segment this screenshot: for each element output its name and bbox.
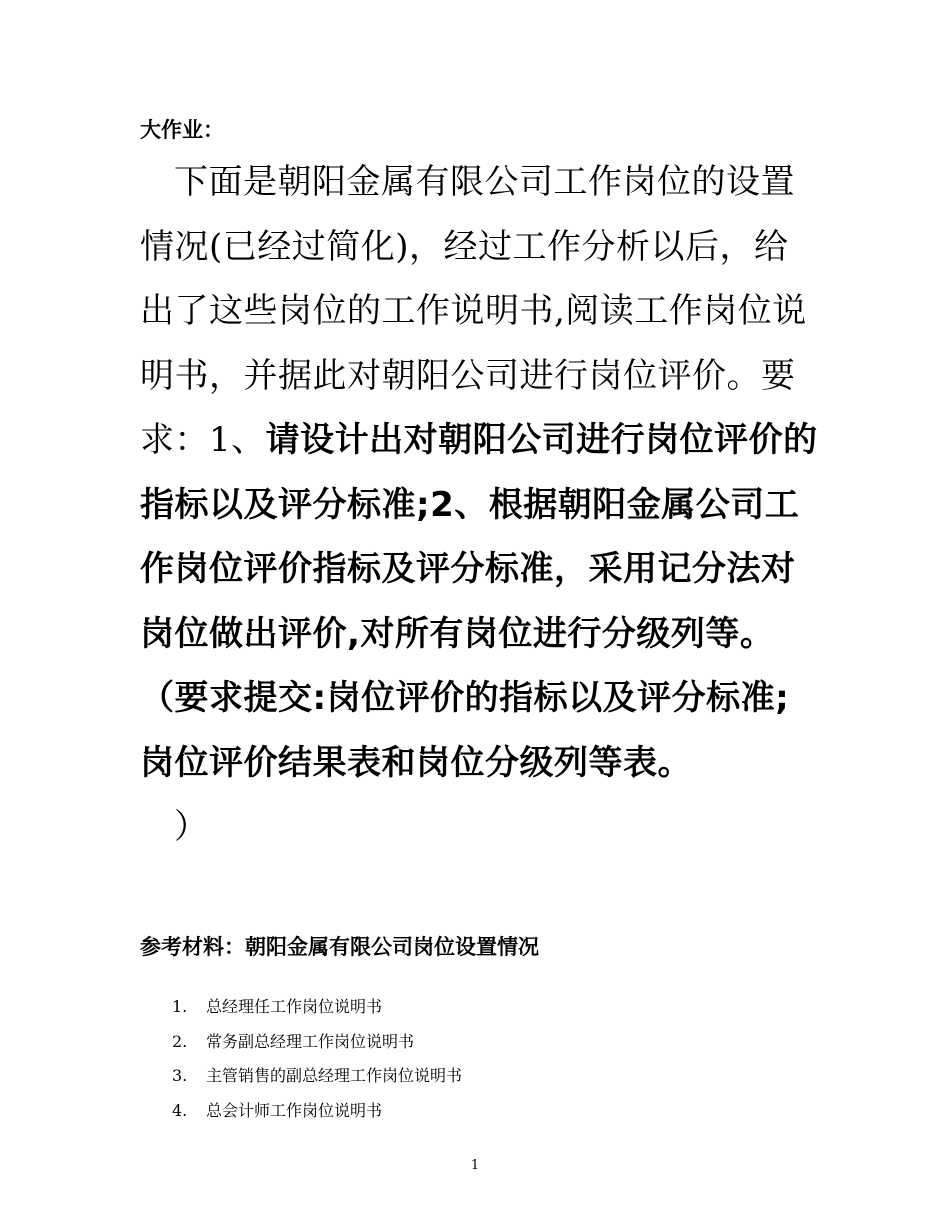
reference-item [172, 990, 462, 1025]
assignment-heading: 大作业： [140, 118, 224, 142]
reference-item [172, 1059, 462, 1094]
assignment-paragraph [140, 150, 820, 860]
paragraph-closing: ） [174, 807, 209, 847]
reference-item-text: 主管销售的副总经理工作岗位说明书 [206, 1066, 463, 1085]
reference-item [172, 1025, 462, 1060]
reference-item [172, 1094, 462, 1129]
reference-item-number: 1. [172, 997, 188, 1016]
reference-item-number: 3. [172, 1066, 188, 1085]
paragraph-lead: 下面是朝阳金属有限公司工作岗位的设置情况(已经过简化)，经过工作分析以后，给出了这些岗位的工作说明书,阅读工作岗位说明书，并据此对朝阳公司进行岗位评价。要求：1、 [140, 162, 807, 460]
reference-item-text: 总经理任工作岗位说明书 [206, 997, 383, 1016]
reference-item-number: 2. [172, 1031, 188, 1051]
reference-item-number: 4. [172, 1100, 188, 1120]
reference-title: 参考材料：朝阳金属有限公司岗位设置情况 [140, 935, 539, 959]
paragraph-requirements: 请设计出对朝阳公司进行岗位评价的指标以及评分标准;2、根据朝阳金属公司工作岗位评价指标及评分标准，采用记分法对岗位做出评价,对所有岗位进行分级列等。（要求提交:岗位评价的指标以及评分标准;岗位评价结果表和岗位分级列等表。 [140, 420, 818, 783]
reference-item-text: 总会计师工作岗位说明书 [206, 1100, 383, 1120]
page-number: 1 [470, 1158, 480, 1173]
reference-item-text: 常务副总经理工作岗位说明书 [206, 1031, 415, 1051]
reference-list [172, 990, 462, 1128]
